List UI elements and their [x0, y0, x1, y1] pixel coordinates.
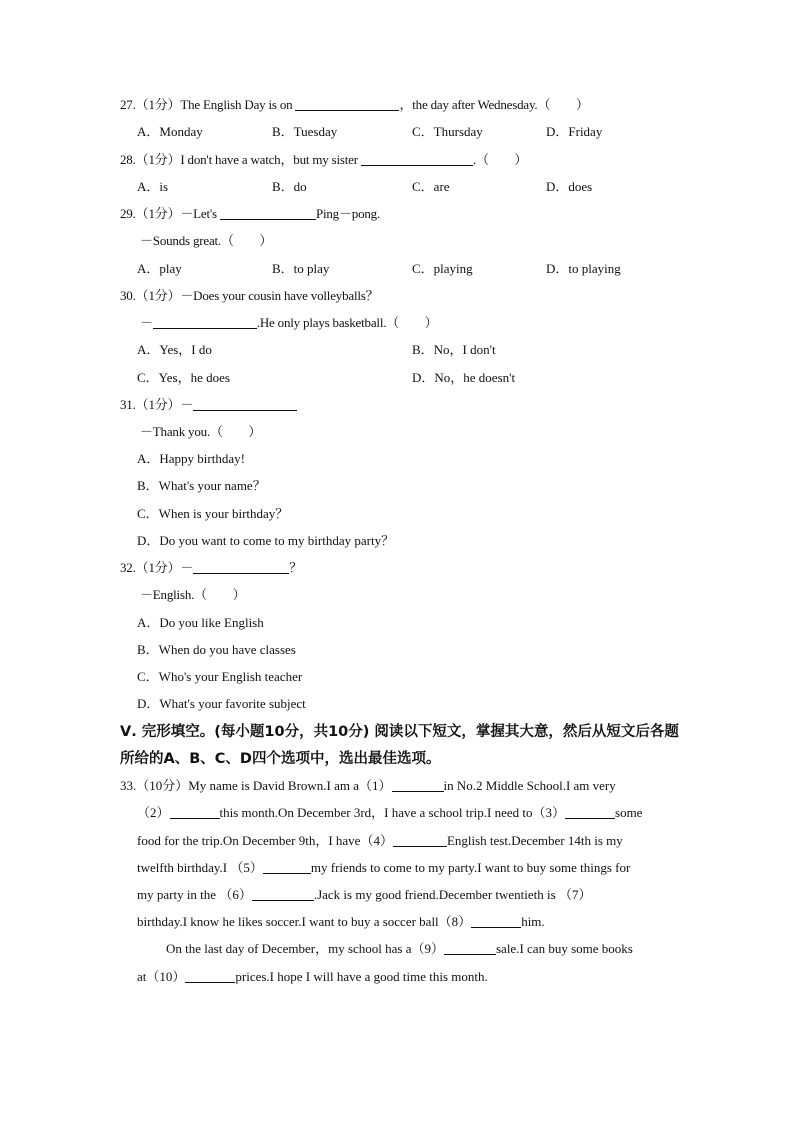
q33-text: my friends to come to my party.I want to buy some things for [310, 860, 631, 875]
q33-blank-4[interactable] [393, 832, 447, 847]
q33-text: On the last day of December，my school has a（9） [166, 941, 444, 956]
q28-option-c[interactable]: C．are [412, 179, 450, 194]
q33-text: food for the trip.On December 9th，I have（4） [137, 833, 393, 848]
q33-text: English test.December 14th is my [446, 833, 623, 848]
q32-option-d[interactable]: D．What's your favorite subject [137, 696, 306, 711]
q32-option-a[interactable]: A．Do you like English [137, 615, 264, 630]
q30-option-d[interactable]: D．No，he doesn't [412, 370, 516, 385]
q33-line-4 [137, 858, 630, 878]
q27-option-c[interactable]: C．Thursday [412, 124, 483, 139]
q33-line-8 [137, 967, 488, 987]
q33-blank-10[interactable] [185, 968, 235, 983]
q28-blank[interactable] [361, 151, 473, 166]
q33-text: my party in the （6） [137, 887, 252, 902]
q33-line-2 [137, 803, 642, 823]
q31-reply: －Thank you.（ ） [140, 424, 262, 439]
q33-blank-8[interactable] [471, 913, 521, 928]
q33-text: twelfth birthday.I （5） [137, 860, 263, 875]
q33-blank-6[interactable] [252, 886, 314, 901]
q33-text: some [615, 805, 643, 820]
q33-blank-3[interactable] [565, 804, 615, 819]
q33-line-1 [120, 776, 616, 796]
q30-option-a[interactable]: A．Yes，I do [137, 342, 212, 357]
q33-text: at（10） [137, 969, 186, 984]
q32-reply: －English.（ ） [140, 587, 246, 602]
q27-stem-a: 27.（1分）The English Day is on [120, 97, 296, 112]
q28-option-b[interactable]: B．do [272, 179, 307, 194]
q30-option-c[interactable]: C．Yes，he does [137, 370, 230, 385]
q27-option-b[interactable]: B．Tuesday [272, 124, 338, 139]
q33-blank-2[interactable] [170, 804, 220, 819]
q29-blank[interactable] [220, 205, 316, 220]
q30-reply [140, 313, 437, 333]
q30-reply-a: － [140, 315, 153, 330]
q33-blank-9[interactable] [444, 940, 496, 955]
section-5-heading-line-1: Ⅴ. 完形填空。(每小题10分，共10分) 阅读以下短文，掌握其大意，然后从短文后各题 [120, 724, 679, 740]
q31-option-c[interactable]: C．When is your birthday？ [137, 506, 289, 521]
q29-option-c[interactable]: C．playing [412, 261, 473, 276]
q32-option-b[interactable]: B．When do you have classes [137, 642, 296, 657]
q31-option-b[interactable]: B．What's your name？ [137, 478, 266, 493]
q27-option-a[interactable]: A．Monday [137, 124, 203, 139]
q29-option-a[interactable]: A．play [137, 261, 182, 276]
q33-blank-1[interactable] [392, 777, 444, 792]
q33-text: this month.On December 3rd，I have a school trip.I need to（3） [219, 805, 566, 820]
q33-text: him. [521, 914, 545, 929]
q29-option-d[interactable]: D．to playing [546, 261, 621, 276]
question-30: 30.（1分）－Does your cousin have volleyballs？ [120, 288, 379, 303]
q28-stem-b: .（ ） [472, 152, 528, 167]
q33-text: prices.I hope I will have a good time this month. [235, 969, 488, 984]
q33-text: （2） [137, 805, 170, 820]
q33-text: sale.I can buy some books [495, 941, 633, 956]
section-5-heading-line-2: 所给的A、B、C、D四个选项中，选出最佳选项。 [120, 751, 441, 767]
q28-stem-a: 28.（1分）I don't have a watch，but my sister [120, 152, 361, 167]
question-29 [120, 204, 380, 224]
question-31 [120, 395, 297, 415]
q32-blank[interactable] [193, 559, 289, 574]
q29-stem-a: 29.（1分）－Let's [120, 206, 220, 221]
q28-option-a[interactable]: A．is [137, 179, 169, 194]
q27-option-d[interactable]: D．Friday [546, 124, 603, 139]
q31-stem-a: 31.（1分）－ [120, 397, 194, 412]
q33-blank-5[interactable] [263, 859, 311, 874]
question-32 [120, 558, 302, 578]
q29-stem-b: Ping－pong. [315, 206, 381, 221]
q27-blank[interactable] [295, 96, 399, 111]
q32-option-c[interactable]: C．Who's your English teacher [137, 669, 303, 684]
q29-reply: －Sounds great.（ ） [140, 233, 273, 248]
q27-stem-b: ，the day after Wednesday.（ ） [399, 97, 589, 112]
q32-stem-a: 32.（1分）－ [120, 560, 194, 575]
q28-option-d[interactable]: D．does [546, 179, 593, 194]
q31-option-a[interactable]: A．Happy birthday! [137, 451, 245, 466]
q30-option-b[interactable]: B．No，I don't [412, 342, 496, 357]
q30-reply-b: .He only plays basketball.（ ） [256, 315, 438, 330]
q33-text: .Jack is my good friend.December twentieth is （7） [313, 887, 592, 902]
q30-blank[interactable] [153, 314, 257, 329]
q29-option-b[interactable]: B．to play [272, 261, 330, 276]
q33-text: 33.（10分）My name is David Brown.I am a（1） [120, 778, 392, 793]
question-27 [120, 95, 589, 115]
q33-line-3 [137, 831, 623, 851]
q31-blank[interactable] [193, 396, 297, 411]
question-28 [120, 150, 527, 170]
q31-option-d[interactable]: D．Do you want to come to my birthday party？ [137, 533, 395, 548]
q33-line-7 [166, 939, 633, 959]
q33-line-6 [137, 912, 545, 932]
q33-line-5 [137, 885, 591, 905]
q33-text: birthday.I know he likes soccer.I want to buy a soccer ball（8） [137, 914, 472, 929]
q33-text: in No.2 Middle School.I am very [443, 778, 616, 793]
q32-stem-b: ？ [289, 560, 302, 575]
